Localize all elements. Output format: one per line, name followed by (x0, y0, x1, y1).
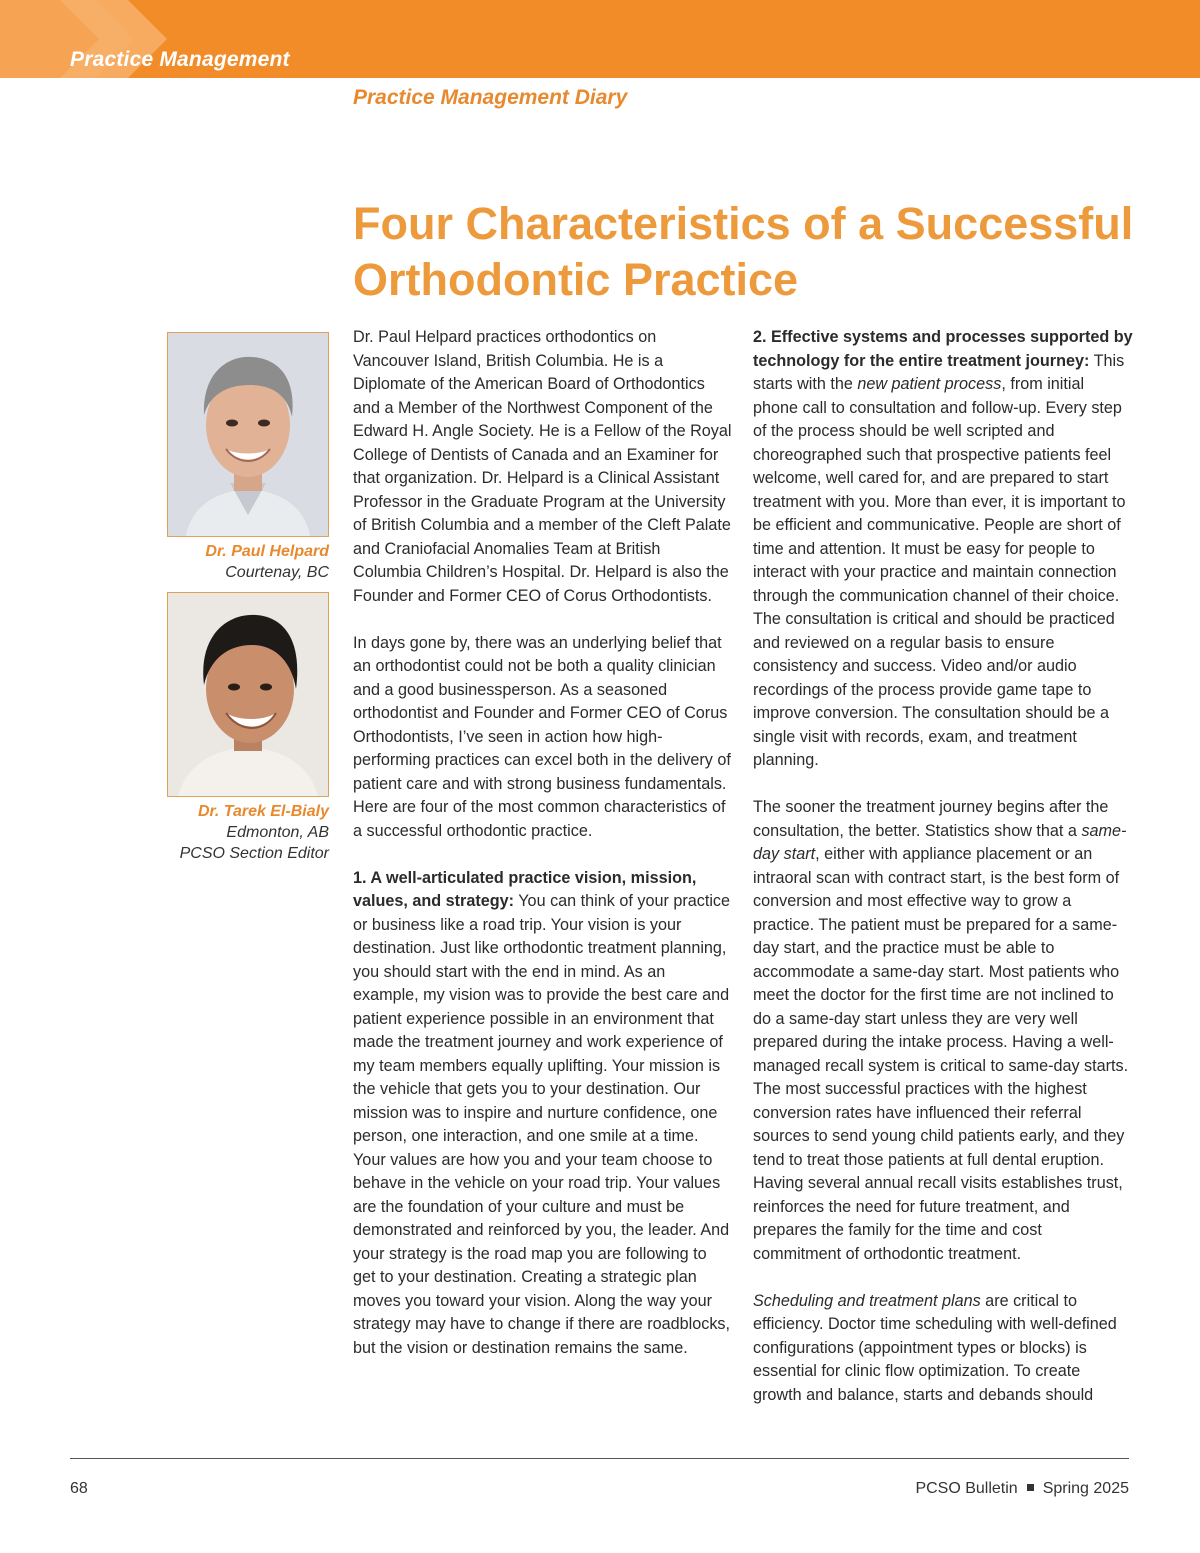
author-caption-helpard (205, 541, 329, 583)
publication-name: PCSO Bulletin (915, 1480, 1018, 1497)
intro-paragraph: In days gone by, there was an underlying belief that an orthodontist could not be both a quality clinician and a good businessperson. As a seasoned orthodontist and Founder and Former CEO of Corus Orthodontists, I’ve seen in action how high-performing practices can excel both in the delivery of patient care and with strong business fundamentals. Here are four of the most common characteristics of a successful orthodontic practice. (353, 633, 731, 840)
same-day-paragraph: The sooner the treatment journey begins after the consultation, the better. Statistics show that a same-day start, either with appliance placement or an intraoral scan with contract start, is the best form of conversion and most effective way to grow a practice. The patient must be prepared for a same-day start, and the practice must be able to accommodate a same-day start. Most patients who meet the doctor for the first time are not inclined to do a same-day start unless they are very well prepared during the intake process. Having a well-managed recall system is critical to same-day starts. The most successful practices with the highest conversion rates have influenced their referral sources to send young child patients early, and they tend to treat those patients at full dental eruption. Having several annual recall visits establishes trust, reinforces the need for future treatment, and prepares the family for the time and cost commitment of orthodontic treatment. (753, 798, 1129, 1263)
article-title: Four Characteristics of a Successful Orthodontic Practice (353, 198, 1134, 305)
author-name: Dr. Tarek El-Bialy (197, 803, 329, 820)
point-2-paragraph: 2. Effective systems and processes supported by technology for the entire treatment journey: This starts with the new patient process, from initial phone call to consultation and follow-up. Every step of the process should be well scripted and choreographed such that prospective patients feel welcome, well cared for, and are prepared to start treatment with you. More than ever, it is important to be efficient and communicative. People are short of time and attention. It must be easy for people to interact with your practice and maintain connection through the communication channel of their choice. The consultation is critical and should be practiced and reviewed on a regular basis to ensure consistency and success. Video and/or audio recordings of the process provide game tape to improve conversion. The consultation should be a single visit with records, exam, and treatment planning. (753, 328, 1133, 769)
section-label: Practice Management (70, 48, 290, 71)
section-banner (0, 0, 1200, 78)
emphasis: new patient process (857, 375, 1002, 393)
article-column-1 (353, 326, 733, 1384)
column-label: Practice Management Diary (353, 86, 628, 109)
emphasis: Scheduling and treatment plans (753, 1291, 981, 1310)
footer-divider (70, 1458, 1129, 1459)
author-photo-helpard (167, 332, 329, 537)
author-location: Edmonton, AB (226, 824, 329, 841)
page-number: 68 (70, 1480, 88, 1497)
point-2-heading: 2. Effective systems and processes supported by technology for the entire treatment journey: (753, 328, 1133, 370)
point-1-text: You can think of your practice or business like a road trip. Your vision is your destination. Just like orthodontic treatment planning, you should start with the end in mind. As an example, my vision was to provide the best care and patient experience possible in an environment that made the treatment journey and work experience of my team members equally uplifting. Your mission is the vehicle that gets you to your destination. Our mission was to inspire and nurture confidence, one person, one interaction, and one smile at a time. Your values are how you and your team choose to behave in the vehicle on your road trip. Your values are the foundation of your culture and must be demonstrated and reinforced by you, the leader. And your strategy is the road map you are following to get to your destination. Creating a strategic plan moves you toward your vision. Along the way your strategy may have to change if there are roadblocks, but the vision or destination remains the same. (353, 892, 731, 1357)
square-bullet-icon (1027, 1484, 1034, 1491)
footer-publication (915, 1480, 1129, 1498)
issue-label: Spring 2025 (1042, 1480, 1129, 1497)
author-caption-el-bialy (180, 801, 329, 864)
article-column-2 (753, 326, 1133, 1431)
scheduling-paragraph: Scheduling and treatment plans are critical to efficiency. Doctor time scheduling with well-defined configurations (appointment types or blocks) is essential for clinic flow optimization. To create growth and balance, starts and debands should (753, 1291, 1117, 1404)
author-name: Dr. Paul Helpard (205, 543, 329, 560)
point-1-heading: 1. A well-articulated practice vision, mission, values, and strategy: (353, 868, 697, 910)
author-photo-el-bialy (167, 592, 329, 797)
author-bio: Dr. Paul Helpard practices orthodontics on Vancouver Island, British Columbia. He is a Diplomate of the American Board of Orthodontics and a Member of the Northwest Component of the Edward H. Angle Society. He is a Fellow of the Royal College of Dentists of Canada and an Examiner for that organization. Dr. Helpard is a Clinical Assistant Professor in the Graduate Program at the University of British Columbia and a member of the Cleft Palate and Craniofacial Anomalies Team at British Columbia Children’s Hospital. Dr. Helpard is also the Founder and Former CEO of Corus Orthodontists. (353, 328, 732, 605)
author-role: PCSO Section Editor (179, 845, 329, 862)
point-1-paragraph (353, 867, 733, 1361)
author-location: Courtenay, BC (225, 564, 329, 581)
emphasis: same-day start (753, 821, 1127, 863)
